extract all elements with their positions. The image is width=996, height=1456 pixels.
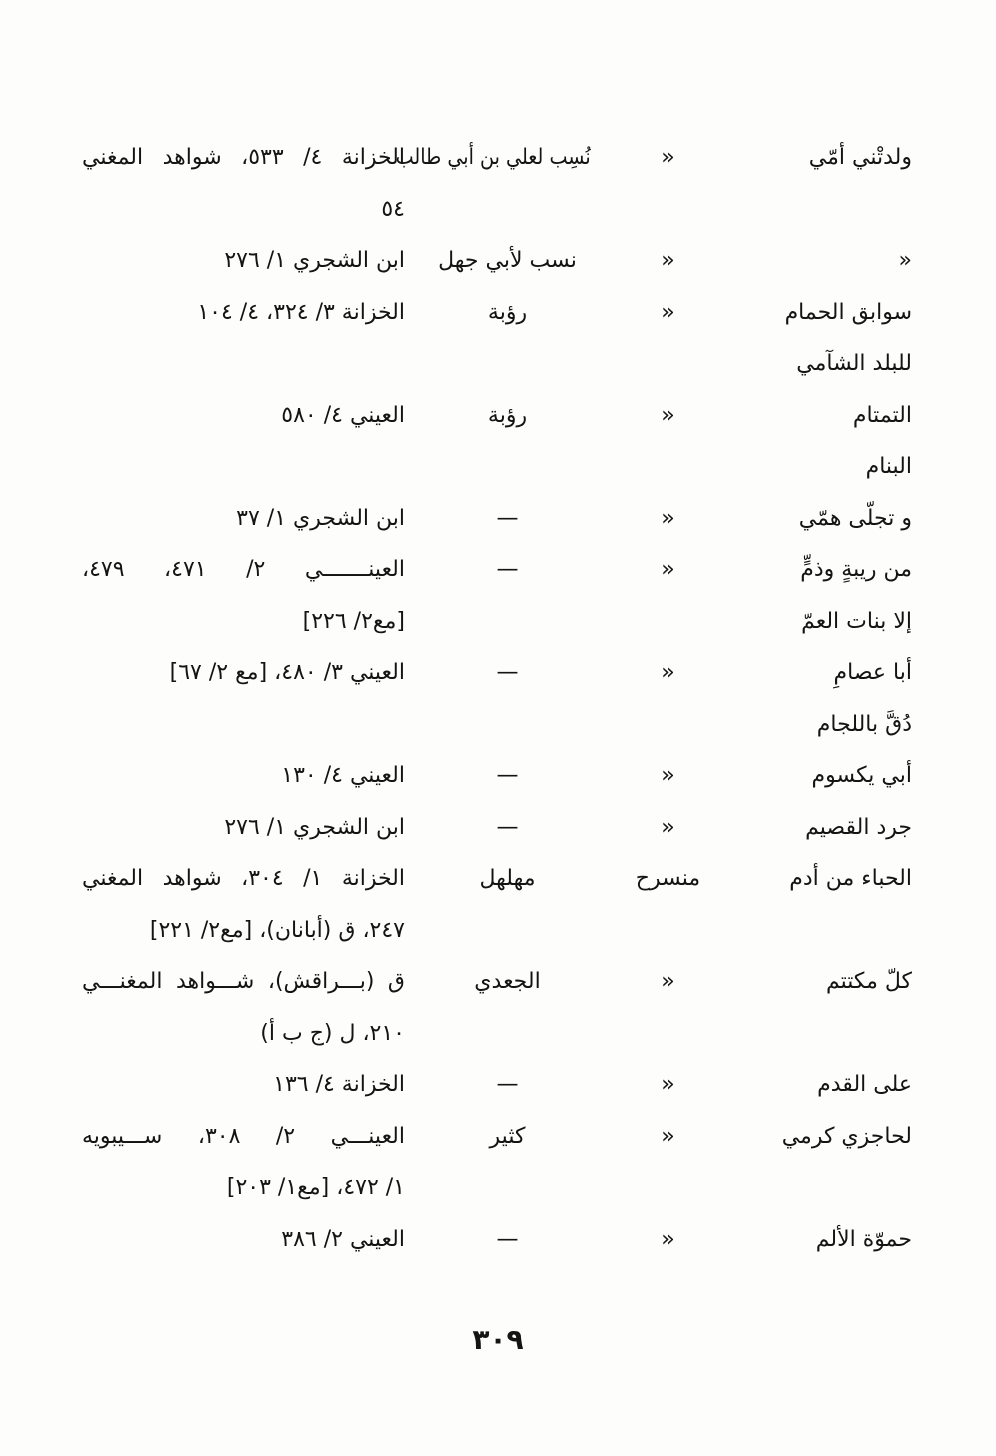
poet-text: — xyxy=(496,660,519,685)
page-number: ٣٠٩ xyxy=(472,1323,524,1356)
rhyme-text: كلّ مكتتم xyxy=(826,969,912,994)
sources-cell xyxy=(82,853,405,956)
text-line xyxy=(82,1008,405,1060)
poet-text: نُسِب لعلي بن أبي طالب xyxy=(395,145,591,170)
index-entry xyxy=(0,1111,996,1214)
meter-text: « xyxy=(661,1226,675,1252)
rhyme-cell xyxy=(722,956,912,1008)
text-line xyxy=(82,853,405,905)
rhyme-text: التمتام xyxy=(852,402,912,428)
rhyme-text: أبي يكسوم xyxy=(811,763,912,788)
sources-cell xyxy=(82,390,405,442)
sources-cell xyxy=(82,750,405,802)
poet-text: مهلهل xyxy=(479,866,536,891)
text-line xyxy=(82,1111,405,1163)
text-line xyxy=(82,750,405,802)
rhyme-cell xyxy=(722,750,912,802)
rhyme-text: و تجلّى همّي xyxy=(798,505,912,531)
text-line xyxy=(82,235,405,287)
meter-cell xyxy=(618,750,718,802)
source-text: ابن الشجري ١/ ٢٧٦ xyxy=(224,248,405,273)
meter-cell xyxy=(618,287,718,339)
text-line xyxy=(722,647,912,699)
rhyme-text: « xyxy=(898,248,912,273)
source-text: الخزانة ٣/ ٣٢٤، ٤/ ١٠٤ xyxy=(197,299,405,325)
source-text: العينـــــــي ٢/ ٤٧١، ٤٧٩، xyxy=(82,557,405,582)
rhyme-cell xyxy=(722,802,912,854)
meter-text: « xyxy=(661,1072,675,1097)
text-line xyxy=(722,441,912,493)
rhyme-text: ولدتْني أمّي xyxy=(808,145,912,170)
poet-cell xyxy=(410,287,605,339)
text-line xyxy=(618,853,718,905)
meter-cell xyxy=(618,1214,718,1266)
poet-cell xyxy=(410,544,605,596)
source-text: الخزانة ٤/ ١٣٦ xyxy=(273,1072,405,1097)
text-line xyxy=(618,493,718,545)
text-line xyxy=(82,132,405,184)
text-line xyxy=(82,1162,405,1214)
sources-cell xyxy=(82,132,405,235)
poet-text: — xyxy=(496,1072,519,1097)
text-line xyxy=(618,750,718,802)
poet-text: — xyxy=(496,1226,519,1252)
index-entry xyxy=(0,390,996,493)
text-line xyxy=(618,132,718,184)
meter-cell xyxy=(618,956,718,1008)
rhyme-text: لحاجزي كرمي xyxy=(781,1123,912,1149)
source-text: الخزانة ١/ ٣٠٤، شواهد المغني xyxy=(82,866,405,891)
rhyme-text: دُقَّ باللجام xyxy=(816,711,912,737)
text-line xyxy=(82,956,405,1008)
text-line xyxy=(722,493,912,545)
poet-text: — xyxy=(496,557,519,582)
index-entry xyxy=(0,1059,996,1111)
rhyme-text: جرد القصيم xyxy=(805,814,912,840)
source-text: العيني ٢/ ٣٨٦ xyxy=(281,1226,405,1252)
meter-text: « xyxy=(661,402,675,428)
meter-cell xyxy=(618,1111,718,1163)
rhyme-cell xyxy=(722,493,912,545)
meter-text: « xyxy=(661,814,675,840)
index-entry xyxy=(0,544,996,647)
text-line xyxy=(410,544,605,596)
text-line xyxy=(82,1214,405,1266)
rhyme-text: من ريبةٍ وذمٍّ xyxy=(800,557,912,582)
sources-cell xyxy=(82,802,405,854)
poet-cell xyxy=(410,390,605,442)
text-line xyxy=(722,596,912,648)
meter-cell xyxy=(618,647,718,699)
source-text: ٢٤٧، ق (أبانان)، [مع٢/ ٢٢١] xyxy=(149,917,405,943)
rhyme-text: أبا عصامِ xyxy=(833,660,912,685)
text-line xyxy=(722,287,912,339)
text-line xyxy=(618,544,718,596)
sources-cell xyxy=(82,956,405,1059)
rhyme-text: سوابق الحمام xyxy=(784,299,912,325)
text-line xyxy=(82,493,405,545)
rhyme-cell xyxy=(722,1111,912,1163)
meter-text: « xyxy=(661,557,675,582)
text-line xyxy=(82,596,405,648)
meter-cell xyxy=(618,802,718,854)
text-line xyxy=(410,493,605,545)
index-entry xyxy=(0,235,996,287)
text-line xyxy=(722,699,912,751)
text-line xyxy=(618,1111,718,1163)
poet-text: — xyxy=(496,505,519,531)
source-text: ابن الشجري ١/ ٢٧٦ xyxy=(224,814,405,840)
poet-text: نسب لأبي جهل xyxy=(438,248,577,273)
index-entry xyxy=(0,750,996,802)
text-line xyxy=(618,235,718,287)
poet-cell xyxy=(410,750,605,802)
meter-text: « xyxy=(661,145,675,170)
meter-cell xyxy=(618,235,718,287)
text-line xyxy=(410,802,605,854)
text-line xyxy=(722,750,912,802)
source-text: العيني ٣/ ٤٨٠، [مع ٢/ ٦٧] xyxy=(169,660,405,685)
meter-text: « xyxy=(661,969,675,994)
text-line xyxy=(722,853,912,905)
sources-cell xyxy=(82,235,405,287)
poet-cell xyxy=(410,493,605,545)
source-text: ١/ ٤٧٢، [مع١/ ٢٠٣] xyxy=(226,1175,405,1200)
sources-cell xyxy=(82,1214,405,1266)
text-line xyxy=(618,390,718,442)
sources-cell xyxy=(82,287,405,339)
poet-text: — xyxy=(496,763,519,788)
index-entry xyxy=(0,956,996,1059)
text-line xyxy=(618,1059,718,1111)
meter-text: « xyxy=(661,505,675,531)
poet-cell xyxy=(410,956,605,1008)
index-entry xyxy=(0,647,996,750)
text-line xyxy=(722,802,912,854)
text-line xyxy=(410,287,605,339)
meter-cell xyxy=(618,853,718,905)
rhyme-cell xyxy=(722,287,912,390)
source-text: ٥٤ xyxy=(381,196,405,222)
text-line xyxy=(410,956,605,1008)
poet-cell xyxy=(410,235,605,287)
poet-cell xyxy=(410,802,605,854)
rhyme-cell xyxy=(722,132,912,184)
poet-cell xyxy=(395,132,605,184)
text-line xyxy=(410,390,605,442)
rhyme-text: على القدم xyxy=(817,1072,912,1097)
text-line xyxy=(410,750,605,802)
rhyme-text: إلا بنات العمّ xyxy=(801,608,912,634)
source-text: ٢١٠، ل (ج ب أ) xyxy=(260,1020,405,1046)
text-line xyxy=(82,905,405,957)
index-entry xyxy=(0,1214,996,1266)
index-entry xyxy=(0,132,996,235)
poet-cell xyxy=(410,647,605,699)
text-line xyxy=(722,1059,912,1111)
index-entry xyxy=(0,802,996,854)
poet-cell xyxy=(410,1111,605,1163)
meter-text: منسرح xyxy=(635,866,701,891)
meter-cell xyxy=(618,1059,718,1111)
rhyme-text: حموّة الألم xyxy=(815,1226,912,1252)
index-entry xyxy=(0,853,996,956)
rhyme-cell xyxy=(722,1059,912,1111)
text-line xyxy=(410,853,605,905)
source-text: ابن الشجري ١/ ٣٧ xyxy=(236,505,405,531)
text-line xyxy=(82,647,405,699)
rhyme-text: للبلد الشآمي xyxy=(796,351,912,376)
text-line xyxy=(410,1111,605,1163)
rhyme-text: الحباء من أدم xyxy=(789,866,912,891)
text-line xyxy=(722,390,912,442)
text-line xyxy=(722,1111,912,1163)
meter-text: « xyxy=(661,248,675,273)
text-line xyxy=(618,647,718,699)
text-line xyxy=(82,287,405,339)
text-line xyxy=(410,647,605,699)
poet-text: كثير xyxy=(489,1123,526,1149)
meter-cell xyxy=(618,493,718,545)
text-line xyxy=(618,287,718,339)
meter-text: « xyxy=(661,1123,675,1149)
rhyme-cell xyxy=(722,853,912,905)
text-line xyxy=(618,956,718,1008)
source-text: العيني ٤/ ٥٨٠ xyxy=(281,402,405,428)
sources-cell xyxy=(82,544,405,647)
text-line xyxy=(395,132,605,184)
text-line xyxy=(82,544,405,596)
sources-cell xyxy=(82,1059,405,1111)
meter-cell xyxy=(618,544,718,596)
poet-cell xyxy=(410,853,605,905)
poet-cell xyxy=(410,1214,605,1266)
source-text: ق (بـــراقش)، شـــواهد المغنـــي xyxy=(82,969,405,994)
rhyme-cell xyxy=(722,647,912,750)
rhyme-cell xyxy=(722,390,912,493)
poet-text: رؤبة xyxy=(487,402,528,428)
poet-text: الجعدي xyxy=(474,969,541,994)
index-entry xyxy=(0,287,996,390)
poet-text: — xyxy=(496,814,519,840)
rhyme-cell xyxy=(722,235,912,287)
verse-index xyxy=(0,132,996,1265)
source-text: [مع٢/ ٢٢٦] xyxy=(302,608,405,634)
text-line xyxy=(722,1214,912,1266)
text-line xyxy=(722,544,912,596)
text-line xyxy=(722,132,912,184)
sources-cell xyxy=(82,647,405,699)
text-line xyxy=(722,338,912,390)
meter-text: « xyxy=(661,299,675,325)
text-line xyxy=(82,184,405,236)
text-line xyxy=(82,1059,405,1111)
text-line xyxy=(410,1059,605,1111)
sources-cell xyxy=(82,1111,405,1214)
meter-cell xyxy=(618,132,718,184)
text-line xyxy=(618,1214,718,1266)
source-text: العيني ٤/ ١٣٠ xyxy=(281,763,405,788)
rhyme-cell xyxy=(722,544,912,647)
text-line xyxy=(722,235,912,287)
sources-cell xyxy=(82,493,405,545)
text-line xyxy=(82,802,405,854)
text-line xyxy=(410,235,605,287)
rhyme-text: البنام xyxy=(865,454,912,479)
index-entry xyxy=(0,493,996,545)
text-line xyxy=(410,1214,605,1266)
meter-text: « xyxy=(661,660,675,685)
rhyme-cell xyxy=(722,1214,912,1266)
meter-text: « xyxy=(661,763,675,788)
source-text: الخزانة ٤/ ٥٣٣، شواهد المغني xyxy=(82,145,405,170)
text-line xyxy=(618,802,718,854)
poet-text: رؤبة xyxy=(487,299,528,325)
text-line xyxy=(82,390,405,442)
text-line xyxy=(722,956,912,1008)
source-text: العينـــي ٢/ ٣٠٨، ســـيبويه xyxy=(82,1123,405,1149)
poet-cell xyxy=(410,1059,605,1111)
meter-cell xyxy=(618,390,718,442)
